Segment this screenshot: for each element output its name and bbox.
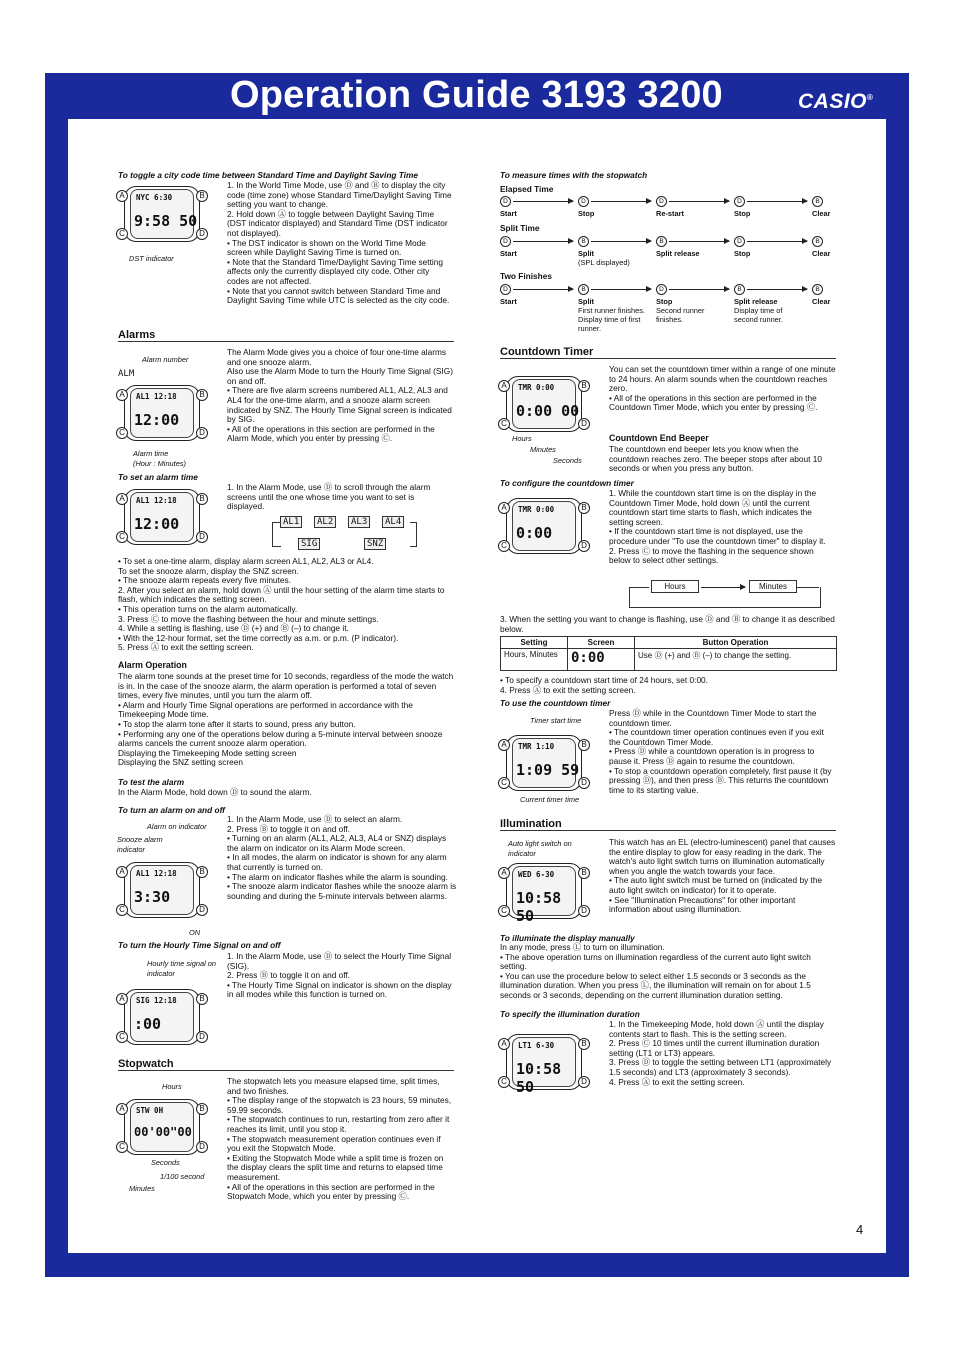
use-countdown-text: Press Ⓓ while in the Countdown Timer Mode to start the countdown timer. • The countdown timer operation continues even if you exit the Countdown Timer Mode. • Press Ⓓ while a countdown operation is in progress to pause it. Press Ⓓ again to resume the countdown. • To stop a countdown operation completely, first pause it (by pressing Ⓓ), and then press Ⓑ. This returns the countdown time to its starting value.	[609, 708, 832, 795]
cycle-al2: AL2	[314, 516, 336, 528]
watch-illustration-sig: A B C D SIG 12:18 :00	[116, 987, 206, 1045]
cycle-sig: SIG	[298, 538, 320, 550]
seq-hours: Hours	[651, 580, 699, 593]
alarm-operation-text: The alarm tone sounds at the preset time for 10 seconds, regardless of the mode the watch is in. In the case of the snooze alarm, the alarm operation is performed a total of seven times, every five minutes, until you turn the alarm off. • Alarm and Hourly Time Signal operations are performed in accordance with the Timekeeping Mode time. • To stop the alarm tone after it starts to sound, press any button. • Performing any one of the operations below during a 5-minute interval between snooze alarms cancels the current snooze alarm operation. Displaying the Timekeeping Mode setting screen Displaying the SNZ setting screen	[118, 671, 454, 768]
illumination-text: This watch has an EL (electro-luminescent) panel that causes the entire display to glow for easy reading in the dark. The watch's auto light switch turns on illumination automatically when you angle the watch towards your face. • The auto light switch must be turned on (indicated by the auto light switch on indicator) for it to operate. • See "Illumination Precautions" for other important information about using illumination.	[609, 837, 836, 915]
watch-illustration-duration: A B C D LT1 6-30 10:58 50	[498, 1032, 588, 1090]
set-alarm-step1: 1. In the Alarm Mode, use Ⓓ to scroll through the alarm screens until the one whose time you want to set is displayed.	[227, 482, 431, 512]
countdown-seconds-caption: Seconds	[553, 456, 582, 465]
auto-light-caption: Auto light switch on indicator	[508, 839, 572, 858]
countdown-setting-table	[500, 636, 837, 671]
countdown-minutes-caption: Minutes	[530, 445, 556, 454]
config-heading: To configure the countdown timer	[500, 478, 634, 488]
test-alarm-text: In the Alarm Mode, hold down Ⓓ to sound the alarm.	[118, 787, 312, 797]
brand-logo: CASIO®	[798, 90, 874, 113]
duration-heading: To specify the illumination duration	[500, 1009, 640, 1019]
alarm-time-caption: Alarm time (Hour : Minutes)	[133, 449, 186, 468]
countdown-hours-caption: Hours	[512, 434, 532, 443]
alarm-onoff-text: 1. In the Alarm Mode, use Ⓓ to select an alarm. 2. Press Ⓑ to toggle it on and off. • Turning on an alarm (AL1, AL2, AL3, AL4 or SNZ) displays the alarm on indicator on its Alarm Mode screen. • In all modes, the alarm on indicator is shown for any alarm that currently is turned on. • The alarm on indicator flashes while the alarm is sounding. • The snooze alarm indicator flashes while the snooze alarm is sounding and during the 5-minute intervals between alarms.	[227, 814, 457, 901]
countdown-text: You can set the countdown timer within a range of one minute to 24 hours. An alarm sounds when the countdown reaches zero. • All of the operations in this section are performed in the Countdown Timer Mode, which you enter by pressing Ⓒ.	[609, 364, 836, 413]
countdown-heading: Countdown Timer	[500, 348, 836, 359]
cycle-al1: AL1	[280, 516, 302, 528]
duration-text: 1. In the Timekeeping Mode, hold down Ⓐ until the display contents start to flash. This is the setting screen. 2. Press Ⓒ 10 times until the current illumination duration setting (LT1 or LT3) appears. 3. Press Ⓓ to toggle the setting between LT1 (approximately 1.5 seconds) and LT3 (approximately 3 seconds). 4. Press Ⓐ to exit the setting screen.	[609, 1019, 832, 1087]
beeper-text: The countdown end beeper lets you know when the countdown reaches zero. The beeper stops after about 10 seconds or when you press any button.	[609, 444, 822, 474]
stopwatch-minutes-caption: Minutes	[129, 1184, 155, 1193]
th-setting: Setting	[501, 637, 568, 649]
sig-indicator-caption: Hourly time signal on indicator	[147, 959, 217, 978]
th-screen: Screen	[568, 637, 635, 649]
current-timer-caption: Current timer time	[520, 795, 580, 804]
watch-illustration-config: A B C D TMR 0:00 0:00	[498, 496, 588, 554]
dst-text: 1. In the World Time Mode, use Ⓓ and Ⓑ to display the city code (time zone) whose Standard Time/Daylight Saving Time setting you want to change. 2. Hold down Ⓐ to toggle between Daylight Saving Time (DST indicator displayed) and Standard Time (DST indicator not displayed). • The DST indicator is shown on the World Time Mode screen while Daylight Saving Time is turned on. • Note that the Standard Time/Daylight Saving Time setting affects only the currently displayed city code. Other city codes are not affected. • Note that you cannot switch between Standard Time and Daylight Saving Time while UTC is selected as the city code.	[227, 180, 452, 306]
alarm-cycle-diagram	[280, 516, 412, 553]
config-step3: 3. When the setting you want to change is flashing, use Ⓓ and Ⓑ to change it as described below.	[500, 614, 835, 634]
beeper-heading: Countdown End Beeper	[609, 433, 709, 443]
after-table-text: • To specify a countdown start time of 24 hours, set 0:00. 4. Press Ⓐ to exit the setting screen.	[500, 675, 708, 695]
watch-illustration-set-alarm: A B C D AL1 12:18 12:00	[116, 487, 206, 545]
dst-heading: To toggle a city code time between Standard Time and Daylight Saving Time	[118, 170, 418, 180]
page-number: 4	[856, 1222, 864, 1237]
alarm-operation-heading: Alarm Operation	[118, 660, 187, 670]
brand-text: CASIO	[798, 90, 868, 113]
cycle-al4: AL4	[382, 516, 404, 528]
illumination-heading: Illumination	[500, 820, 836, 831]
alarm-on-indicator-caption: Alarm on indicator	[147, 822, 207, 831]
snooze-indicator-caption: Snooze alarm indicator	[117, 835, 163, 854]
two-finishes-label: Two Finishes	[500, 271, 552, 281]
sig-text: 1. In the Alarm Mode, use Ⓓ to select the Hourly Time Signal (SIG). 2. Press Ⓑ to toggle it on and off. • The Hourly Time Signal on indicator is shown on the display in all modes while this function is turned on.	[227, 951, 452, 1000]
stopwatch-hours-caption: Hours	[162, 1082, 182, 1091]
watch-illustration-alarm: A B C D AL1 12:18 12:00	[116, 383, 206, 441]
elapsed-label: Elapsed Time	[500, 184, 554, 194]
stopwatch-hundredth-caption: 1/100 second	[160, 1172, 205, 1181]
watch-illustration-dst: A B C D NYC 6:30 9:58 50	[116, 184, 206, 242]
td-setting: Hours, Minutes	[501, 649, 568, 671]
on-caption: ON	[189, 928, 201, 937]
alarm-onoff-heading: To turn an alarm on and off	[118, 805, 225, 815]
stopwatch-seconds-caption: Seconds	[151, 1158, 180, 1167]
sig-heading: To turn the Hourly Time Signal on and off	[118, 940, 281, 950]
alarm-number-caption: Alarm number	[142, 355, 189, 364]
dst-indicator-caption: DST indicator	[129, 254, 174, 263]
config-text: 1. While the countdown start time is on the display in the Countdown Timer Mode, hold down Ⓐ until the current countdown start time starts to flash, which indicates the setting screen. • If the countdown start time is not displayed, use the procedure under "To use the countdown timer" to display it. 2. Press Ⓒ to move the flashing in the sequence shown below to select other settings.	[609, 488, 826, 566]
manual-illumination-heading: To illuminate the display manually	[500, 933, 635, 943]
split-label: Split Time	[500, 223, 540, 233]
page-title: Operation Guide 3193 3200	[230, 74, 723, 116]
th-button-operation: Button Operation	[635, 637, 837, 649]
config-sequence	[629, 580, 823, 609]
use-countdown-heading: To use the countdown timer	[500, 698, 611, 708]
manual-illumination-text: In any mode, press Ⓛ to turn on illumination. • The above operation turns on illumination regardless of the current auto light switch setting. • You can use the procedure below to select either 1.5 seconds or 3 seconds as the illumination duration. When you press Ⓛ, the illumination will remain on for about 1.5 seconds or 3 seconds, depending on the current illumination duration setting.	[500, 942, 811, 1000]
stopwatch-heading: Stopwatch	[118, 1060, 454, 1071]
measure-heading: To measure times with the stopwatch	[500, 170, 648, 180]
alarms-heading: Alarms	[118, 331, 454, 342]
watch-illustration-stopwatch: A B C D STW 0H 00'00"00	[116, 1097, 206, 1155]
stopwatch-text: The stopwatch lets you measure elapsed time, split times, and two finishes. • The display range of the stopwatch is 23 hours, 59 minutes, 59.99 seconds. • The stopwatch continues to run, restarting from zero after it reaches its limit, until you stop it. • The stopwatch measurement operation continues even if you exit the Stopwatch Mode. • Exiting the Stopwatch Mode while a split time is frozen on the display clears the split time and returns to elapsed time measurement. • All of the operations in this section are performed in the Stopwatch Mode, which you enter by pressing Ⓒ.	[227, 1076, 452, 1202]
cycle-snz: SNZ	[364, 538, 386, 550]
set-alarm-steps: • To set a one-time alarm, display alarm screen AL1, AL2, AL3 or AL4. To set the snooze alarm, display the SNZ screen. • The snooze alarm repeats every five minutes. 2. After you select an alarm, hold down Ⓐ until the hour setting of the alarm time starts to flash, which indicates the setting screen. • This operation turns on the alarm automatically. 3. Press Ⓒ to move the flashing between the hour and minute settings. 4. While a setting is flashing, use Ⓓ (+) and Ⓑ (–) to change it. • With the 12-hour format, set the time correctly as a.m. or p.m. (P indicator). 5. Press Ⓐ to exit the setting screen.	[118, 556, 445, 653]
cycle-al3: AL3	[348, 516, 370, 528]
timer-start-caption: Timer start time	[530, 716, 582, 725]
two-finishes-flow: D B D B B Start Split First runner finishes. Display time of first runner. Stop Second runner finishes. Split release Display time of second runner. Clear	[500, 286, 831, 333]
test-alarm-heading: To test the alarm	[118, 777, 185, 787]
alarms-text: The Alarm Mode gives you a choice of four one-time alarms and one snooze alarm. Also use the Alarm Mode to turn the Hourly Time Signal (SIG) on and off. • There are five alarm screens numbered AL1, AL2, AL3 and AL4 for the one-time alarm, and a snooze alarm screen indicated by SNZ. The Hourly Time Signal screen is indicated by SIG. • All of the operations in this section are performed in the Alarm Mode, which you enter by pressing Ⓒ.	[227, 347, 453, 444]
alm-label: ALM	[118, 369, 135, 379]
watch-illustration-countdown: A B C D TMR 0:00 0:00 00	[498, 374, 588, 432]
td-screen: 0:00	[568, 649, 635, 671]
set-alarm-heading: To set an alarm time	[118, 472, 198, 482]
watch-illustration-alarm-on: A B C D AL1 12:18 3:30	[116, 860, 206, 918]
elapsed-flow: D D D D B Start Stop Re-start Stop Clear	[500, 198, 831, 218]
watch-illustration-use-countdown: A B C D TMR 1:10 1:09 59	[498, 733, 588, 791]
td-button-operation: Use Ⓓ (+) and Ⓑ (–) to change the setting.	[635, 649, 837, 671]
seq-minutes: Minutes	[749, 580, 797, 593]
watch-illustration-illumination: A B C D WED 6-30 10:58 50	[498, 861, 588, 919]
split-flow: D B B D B Start Split (SPL displayed) Split release Stop Clear	[500, 238, 831, 267]
